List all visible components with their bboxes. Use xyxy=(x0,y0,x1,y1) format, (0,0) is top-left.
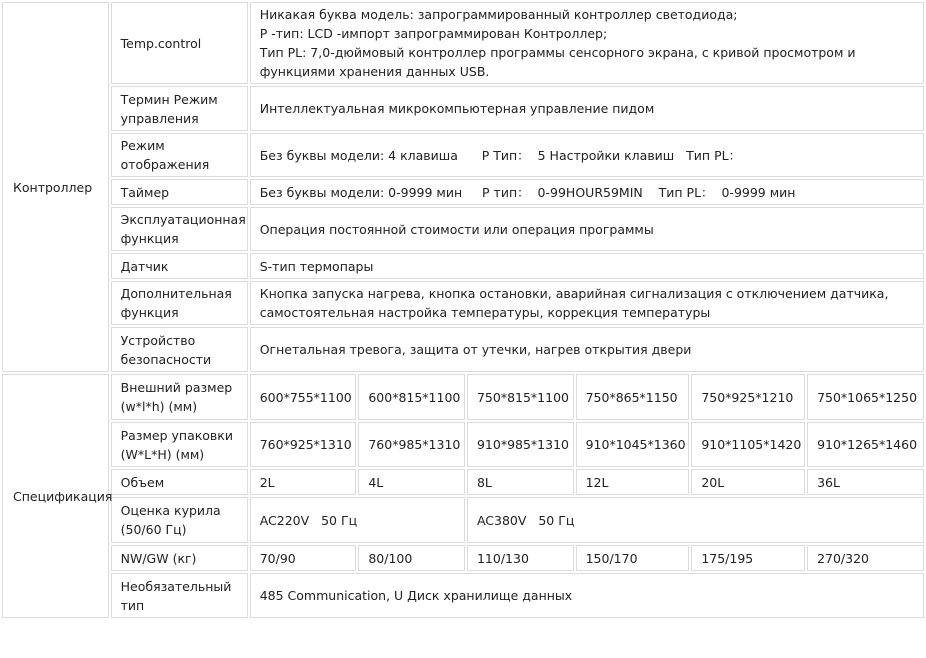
cell-value: 910*1265*1460 xyxy=(807,422,924,467)
row-value xyxy=(250,2,924,84)
table-row xyxy=(2,207,924,251)
cell-value: 910*985*1310 xyxy=(467,422,574,467)
cell-value: 20L xyxy=(691,469,805,495)
row-value: 485 Communication, U Диск хранилище данных xyxy=(250,573,924,618)
row-value: S-тип термопары xyxy=(250,253,924,279)
row-label: Датчик xyxy=(111,253,248,279)
cell-value: 600*755*1100 xyxy=(250,374,357,420)
value-line: Тип PL: 7,0-дюймовый контроллер программы сенсорного экрана, с кривой просмотром и xyxy=(259,45,856,60)
row-label: Необязательный тип xyxy=(111,573,248,618)
table-row xyxy=(2,469,924,495)
value-line: Никакая буква модель: запрограммированный контроллер светодиода; xyxy=(259,7,738,22)
group-label-specification: Спецификация xyxy=(2,374,109,618)
value-line: самостоятельная настройка температуры, коррекция температуры xyxy=(259,305,711,320)
row-value: Огнетальная тревога, защита от утечки, нагрев открытия двери xyxy=(250,327,924,372)
table-row xyxy=(2,133,924,177)
row-label: Таймер xyxy=(111,179,248,205)
cell-value: 8L xyxy=(467,469,574,495)
value-line: P -тип: LCD -импорт запрограммирован Контроллер; xyxy=(259,26,608,41)
table-row xyxy=(2,86,924,131)
cell-value: 36L xyxy=(807,469,924,495)
cell-value: 760*925*1310 xyxy=(250,422,357,467)
cell-value: AC380V 50 Гц xyxy=(467,497,924,543)
row-label: Размер упаковки (W*L*H) (мм) xyxy=(111,422,248,467)
row-value: Без буквы модели: 4 клавиша P Тип： 5 Настройки клавиш Тип PL： xyxy=(250,133,924,177)
row-label: Режим отображения xyxy=(111,133,248,177)
table-row xyxy=(2,545,924,571)
cell-value: 270/320 xyxy=(807,545,924,571)
table-row xyxy=(2,253,924,279)
row-value: Интеллектуальная микрокомпьютерная управление пидом xyxy=(250,86,924,131)
cell-value: 760*985*1310 xyxy=(358,422,465,467)
cell-value: 910*1045*1360 xyxy=(576,422,690,467)
cell-value: 750*925*1210 xyxy=(691,374,805,420)
table-row xyxy=(2,281,924,325)
group-label-controller: Контроллер xyxy=(2,2,109,372)
cell-value: 110/130 xyxy=(467,545,574,571)
row-label: Эксплуатационная функция xyxy=(111,207,248,251)
cell-value: 4L xyxy=(358,469,465,495)
row-label: NW/GW (кг) xyxy=(111,545,248,571)
row-label: Устройство безопасности xyxy=(111,327,248,372)
value-line: Кнопка запуска нагрева, кнопка остановки, аварийная сигнализация с отключением датчика, xyxy=(259,286,889,301)
cell-value: 175/195 xyxy=(691,545,805,571)
table-row xyxy=(2,179,924,205)
table-row xyxy=(2,422,924,467)
row-value: Без буквы модели: 0-9999 мин P тип： 0-99HOUR59MIN Тип PL： 0-9999 мин xyxy=(250,179,924,205)
table-row xyxy=(2,573,924,618)
cell-value: 12L xyxy=(576,469,690,495)
row-label: Термин Режим управления xyxy=(111,86,248,131)
table-row xyxy=(2,327,924,372)
cell-value: 70/90 xyxy=(250,545,357,571)
cell-value: 910*1105*1420 xyxy=(691,422,805,467)
table-row xyxy=(2,374,924,420)
table-row xyxy=(2,2,924,84)
cell-value: AC220V 50 Гц xyxy=(250,497,465,543)
cell-value: 600*815*1100 xyxy=(358,374,465,420)
cell-value: 150/170 xyxy=(576,545,690,571)
row-label: Дополнительная функция xyxy=(111,281,248,325)
row-label: Оценка курила (50/60 Гц) xyxy=(111,497,248,543)
row-value: Операция постоянной стоимости или операция программы xyxy=(250,207,924,251)
row-value xyxy=(250,281,924,325)
row-label: Объем xyxy=(111,469,248,495)
cell-value: 2L xyxy=(250,469,357,495)
cell-value: 80/100 xyxy=(358,545,465,571)
table-row xyxy=(2,497,924,543)
cell-value: 750*865*1150 xyxy=(576,374,690,420)
cell-value: 750*1065*1250 xyxy=(807,374,924,420)
cell-value: 750*815*1100 xyxy=(467,374,574,420)
row-label: Внешний размер (w*l*h) (мм) xyxy=(111,374,248,420)
value-line: функциями хранения данных USB. xyxy=(259,64,490,79)
row-label: Temp.control xyxy=(111,2,248,84)
